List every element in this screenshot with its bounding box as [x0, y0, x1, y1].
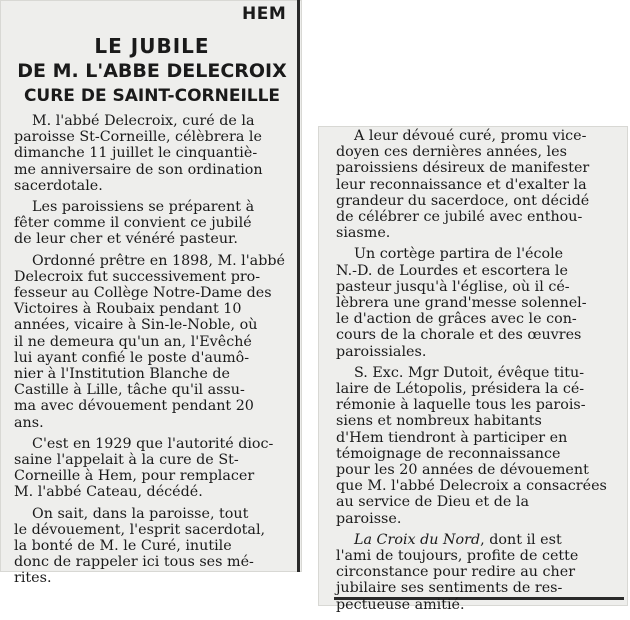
text-line: le dévouement, l'esprit sacerdotal, — [14, 521, 266, 538]
text-line: M. l'abbé Delecroix, curé de la — [32, 113, 255, 129]
text-line: il ne demeura qu'un an, l'Evêché — [14, 333, 252, 350]
text-line: leur reconnaissance et d'exalter la — [336, 176, 587, 193]
text-line: A leur dévoué curé, promu vice- — [354, 128, 587, 144]
text-line: C'est en 1929 que l'autorité dioc- — [32, 435, 274, 452]
headline-line-1: LE JUBILE — [94, 34, 210, 58]
closing-line: circonstance pour redire au cher — [336, 564, 576, 581]
text-line: lèbrera une grand'messe solennel- — [336, 295, 587, 312]
paragraph — [14, 199, 294, 248]
text-line: ans. — [14, 414, 44, 431]
text-line: de leur cher et vénéré pasteur. — [14, 231, 238, 248]
text-line: paroisse St-Corneille, célèbrera le — [14, 129, 262, 146]
text-line: au service de Dieu et de la — [336, 494, 529, 511]
paragraph — [14, 506, 294, 587]
text-line: donc de rappeler ici tous ses mé- — [14, 554, 254, 571]
paragraph — [336, 128, 620, 241]
text-line: Corneille à Hem, pour remplacer — [14, 468, 255, 485]
text-line: Un cortège partira de l'école — [354, 246, 564, 263]
text-line: siasme. — [336, 225, 391, 242]
paragraph — [14, 113, 294, 194]
text-line: M. l'abbé Cateau, décédé. — [14, 484, 203, 501]
text-line: ma avec dévouement pendant 20 — [14, 398, 254, 415]
right-column — [336, 128, 620, 618]
text-line: d'Hem tiendront à participer en — [336, 429, 568, 446]
text-line: sacerdotale. — [14, 177, 103, 194]
text-line: grandeur du sacerdoce, ont décidé — [336, 192, 590, 209]
text-line: S. Exc. Mgr Dutoit, évêque titu- — [354, 364, 585, 381]
right-paragraphs — [336, 128, 620, 527]
headline-line-2: DE M. L'ABBE DELECROIX — [17, 60, 287, 82]
closing-first-line-rest: , dont il est — [480, 531, 562, 548]
text-line: dimanche 11 juillet le cinquantiè- — [14, 145, 258, 162]
text-line: années, vicaire à Sin-le-Noble, où — [14, 317, 258, 334]
text-line: siens et nombreux habitants — [336, 413, 542, 430]
text-line: cours de la chorale et des œuvres — [336, 327, 582, 344]
text-line: Delecroix fut successivement pro- — [14, 268, 261, 285]
left-column — [14, 113, 294, 592]
text-line: fêter comme il convient ce jubilé — [14, 215, 252, 232]
closing-line: l'ami de toujours, profite de cette — [336, 548, 579, 565]
text-line: Les paroissiens se préparent à — [32, 199, 255, 216]
paragraph — [336, 365, 620, 527]
text-line: rites. — [14, 570, 52, 587]
text-line: lui ayant confié le poste d'aumô- — [14, 349, 250, 366]
closing-line: pectueuse amitié. — [336, 596, 465, 613]
text-line: On sait, dans la paroisse, tout — [32, 505, 249, 522]
text-line: rémonie à laquelle tous les parois- — [336, 397, 586, 414]
paragraph — [336, 246, 620, 359]
text-line: le d'action de grâces avec le con- — [336, 311, 577, 328]
text-line: que M. l'abbé Delecroix a consacrées — [336, 478, 607, 495]
text-line: pour les 20 années de dévouement — [336, 462, 589, 479]
headline-line-3: CURE DE SAINT-CORNEILLE — [23, 86, 281, 106]
location-tag: HEM — [242, 4, 287, 24]
newspaper-name: La Croix du Nord — [354, 531, 481, 548]
text-line: paroisse. — [336, 510, 402, 527]
text-line: nier à l'Institution Blanche de — [14, 366, 230, 383]
text-line: laire de Létopolis, présidera la cé- — [336, 381, 585, 398]
text-line: la bonté de M. le Curé, inutile — [14, 538, 232, 555]
paragraph — [14, 253, 294, 431]
text-line: Castille à Lille, tâche qu'il assu- — [14, 382, 245, 399]
text-line: paroissiens désireux de manifester — [336, 160, 590, 177]
text-line: Victoires à Roubaix pendant 10 — [14, 301, 242, 318]
closing-paragraph — [336, 532, 620, 613]
text-line: fesseur au Collège Notre-Dame des — [14, 285, 272, 302]
text-line: pasteur jusqu'à l'église, où il cé- — [336, 278, 570, 295]
text-line: témoignage de reconnaissance — [336, 445, 561, 462]
paragraph — [14, 436, 294, 501]
text-line: me anniversaire de son ordination — [14, 161, 263, 178]
text-line: N.-D. de Lourdes et escortera le — [336, 262, 568, 279]
closing-line: jubilaire ses sentiments de res- — [336, 580, 563, 597]
text-line: de célébrer ce jubilé avec enthou- — [336, 209, 583, 226]
text-line: Ordonné prêtre en 1898, M. l'abbé — [32, 252, 285, 269]
text-line: paroissiales. — [336, 343, 427, 360]
text-line: saine l'appelait à la cure de St- — [14, 452, 239, 469]
text-line: doyen ces dernières années, les — [336, 144, 567, 161]
